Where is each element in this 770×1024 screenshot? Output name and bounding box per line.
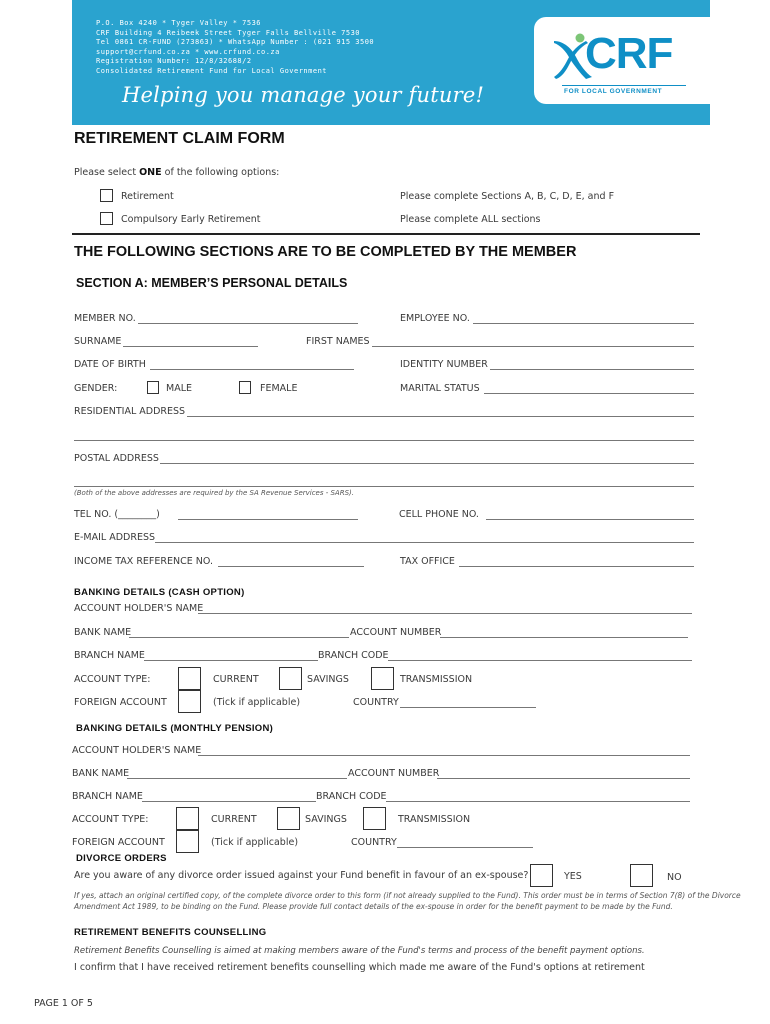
member-no-field[interactable] — [138, 323, 358, 324]
option-note: Please complete ALL sections — [400, 214, 541, 225]
pension-country-field[interactable] — [397, 847, 533, 848]
pension-branch-code-field[interactable] — [386, 801, 690, 802]
pension-savings-checkbox[interactable] — [277, 807, 300, 830]
divorce-question: Are you aware of any divorce order issued against your Fund benefit in favour of an ex-spouse? — [74, 870, 529, 881]
select-instruction — [74, 167, 279, 178]
surname-field[interactable] — [123, 346, 258, 347]
postal-address-label: POSTAL ADDRESS — [74, 453, 159, 464]
pension-type-label: ACCOUNT TYPE: — [72, 814, 149, 825]
cash-branch-label: BRANCH NAME — [74, 650, 145, 661]
residential-address-field[interactable] — [187, 416, 694, 417]
address-line: Tel 0861 CR-FUND (273863) * WhatsApp Number : (021 915 3500 — [96, 38, 375, 46]
cash-current-label: CURRENT — [213, 674, 259, 685]
email-field[interactable] — [155, 542, 694, 543]
tax-ref-field[interactable] — [218, 566, 364, 567]
male-checkbox[interactable] — [147, 381, 159, 394]
email-label: E-MAIL ADDRESS — [74, 532, 156, 543]
pension-account-no-label: ACCOUNT NUMBER — [348, 768, 440, 779]
gender-label: GENDER: — [74, 383, 118, 394]
fund-address-block — [96, 19, 374, 76]
member-heading: THE FOLLOWING SECTIONS ARE TO BE COMPLETED BY THE MEMBER — [74, 244, 577, 260]
tax-office-label: TAX OFFICE — [400, 556, 455, 567]
tel-label: TEL NO. (________) — [74, 509, 160, 520]
first-names-label: FIRST NAMES — [306, 336, 370, 347]
cash-transmission-label: TRANSMISSION — [400, 674, 473, 685]
first-names-field[interactable] — [372, 346, 694, 347]
cash-tick-note: (Tick if applicable) — [213, 697, 301, 708]
counselling-intro: Retirement Benefits Counselling is aimed at making members aware of the Fund's terms and process of the benefit payment options. — [74, 946, 645, 956]
cash-foreign-label: FOREIGN ACCOUNT — [74, 697, 167, 708]
cash-account-no-label: ACCOUNT NUMBER — [350, 627, 442, 638]
postal-address-field-2[interactable] — [74, 486, 694, 487]
banking-pension-heading: BANKING DETAILS (MONTHLY PENSION) — [76, 723, 274, 734]
cash-holder-field[interactable] — [198, 613, 692, 614]
residential-address-field-2[interactable] — [74, 440, 694, 441]
female-label: FEMALE — [260, 383, 298, 394]
pension-tick-note: (Tick if applicable) — [211, 837, 299, 848]
option-label: Compulsory Early Retirement — [121, 214, 261, 225]
early-retirement-checkbox[interactable] — [100, 212, 113, 225]
dob-label: DATE OF BIRTH — [74, 359, 146, 370]
male-label: MALE — [166, 383, 192, 394]
cash-country-label: COUNTRY — [353, 697, 399, 708]
tagline: Helping you manage your future! — [122, 83, 485, 107]
pension-country-label: COUNTRY — [351, 837, 397, 848]
marital-status-label: MARITAL STATUS — [400, 383, 480, 394]
divorce-no-checkbox[interactable] — [630, 864, 653, 887]
id-number-field[interactable] — [490, 369, 694, 370]
address-line: CRF Building 4 Reibeek Street Tyger Falls Bellville 7530 — [96, 28, 361, 37]
address-line: support@crfund.co.za * www.crfund.co.za — [96, 47, 280, 56]
logo-divider — [562, 85, 686, 86]
divorce-note: If yes, attach an original certified copy, of the complete divorce order to this form (if not already supplied to the Fund). This order must be in terms of Section 7(8) of the Divorce Amendment Act 1989, to be binding on the Fund. Please provide full contact details of the ex-spouse in order for the benefit payment to be made by the Fund. — [74, 891, 741, 911]
pension-foreign-label: FOREIGN ACCOUNT — [72, 837, 165, 848]
cash-holder-label: ACCOUNT HOLDER'S NAME — [74, 603, 204, 614]
pension-bank-field[interactable] — [127, 778, 347, 779]
cash-savings-checkbox[interactable] — [279, 667, 302, 690]
cash-branch-code-field[interactable] — [388, 660, 692, 661]
cash-branch-code-label: BRANCH CODE — [318, 650, 389, 661]
pension-transmission-label: TRANSMISSION — [398, 814, 471, 825]
cash-transmission-checkbox[interactable] — [371, 667, 394, 690]
form-title: RETIREMENT CLAIM FORM — [74, 130, 285, 147]
postal-address-field[interactable] — [160, 463, 694, 464]
dob-field[interactable] — [150, 369, 354, 370]
banking-cash-heading: BANKING DETAILS (CASH OPTION) — [74, 587, 245, 598]
female-checkbox[interactable] — [239, 381, 251, 394]
employee-no-label: EMPLOYEE NO. — [400, 313, 470, 324]
pension-account-no-field[interactable] — [437, 778, 690, 779]
address-line: P.O. Box 4240 * Tyger Valley * 7536 — [96, 19, 262, 27]
counselling-confirmation: I confirm that I have received retirement benefits counselling which made me aware of the Fund's options at retirement — [74, 962, 645, 973]
tax-ref-label: INCOME TAX REFERENCE NO. — [74, 556, 213, 567]
address-line: Consolidated Retirement Fund for Local Government — [96, 66, 328, 75]
header-banner — [72, 0, 710, 125]
divorce-heading: DIVORCE ORDERS — [76, 853, 167, 864]
surname-label: SURNAME — [74, 336, 122, 347]
pension-current-label: CURRENT — [211, 814, 257, 825]
tel-field[interactable] — [178, 519, 358, 520]
employee-no-field[interactable] — [473, 323, 694, 324]
pension-savings-label: SAVINGS — [305, 814, 347, 825]
select-emphasis: ONE — [139, 167, 162, 178]
pension-bank-label: BANK NAME — [72, 768, 130, 779]
retirement-checkbox[interactable] — [100, 189, 113, 202]
cash-foreign-checkbox[interactable] — [178, 690, 201, 713]
select-suffix: of the following options: — [161, 167, 280, 178]
address-note: (Both of the above addresses are required by the SA Revenue Services - SARS). — [74, 489, 354, 497]
option-label: Retirement — [121, 191, 174, 202]
section-divider — [72, 233, 700, 235]
cash-current-checkbox[interactable] — [178, 667, 201, 690]
page-number: PAGE 1 OF 5 — [34, 998, 93, 1009]
select-prefix: Please select — [74, 167, 140, 178]
logo-subtitle: FOR LOCAL GOVERNMENT — [564, 88, 663, 95]
divorce-no-label: NO — [667, 872, 682, 883]
cash-type-label: ACCOUNT TYPE: — [74, 674, 151, 685]
logo-wordmark: CRF — [585, 29, 673, 78]
pension-holder-label: ACCOUNT HOLDER'S NAME — [72, 745, 202, 756]
pension-branch-code-label: BRANCH CODE — [316, 791, 387, 802]
cell-label: CELL PHONE NO. — [399, 509, 479, 520]
cash-bank-field[interactable] — [129, 637, 349, 638]
marital-status-field[interactable] — [484, 393, 694, 394]
cash-account-no-field[interactable] — [440, 637, 688, 638]
cash-bank-label: BANK NAME — [74, 627, 132, 638]
address-line: Registration Number: 12/8/32688/2 — [96, 57, 252, 65]
cash-branch-field[interactable] — [144, 660, 318, 661]
residential-address-label: RESIDENTIAL ADDRESS — [74, 406, 186, 417]
pension-branch-field[interactable] — [142, 801, 316, 802]
tax-office-field[interactable] — [459, 566, 694, 567]
option-note: Please complete Sections A, B, C, D, E, and F — [400, 191, 615, 202]
id-number-label: IDENTITY NUMBER — [400, 359, 488, 370]
divorce-yes-label: YES — [564, 871, 582, 882]
pension-holder-field[interactable] — [198, 755, 690, 756]
cash-savings-label: SAVINGS — [307, 674, 349, 685]
pension-foreign-checkbox[interactable] — [176, 830, 199, 853]
member-no-label: MEMBER NO. — [74, 313, 136, 324]
cell-field[interactable] — [486, 519, 694, 520]
pension-transmission-checkbox[interactable] — [363, 807, 386, 830]
divorce-yes-checkbox[interactable] — [530, 864, 553, 887]
pension-current-checkbox[interactable] — [176, 807, 199, 830]
pension-branch-label: BRANCH NAME — [72, 791, 143, 802]
section-a-heading: SECTION A: MEMBER’S PERSONAL DETAILS — [76, 276, 348, 290]
crf-logo — [534, 17, 710, 104]
cash-country-field[interactable] — [400, 707, 536, 708]
counselling-heading: RETIREMENT BENEFITS COUNSELLING — [74, 927, 267, 938]
